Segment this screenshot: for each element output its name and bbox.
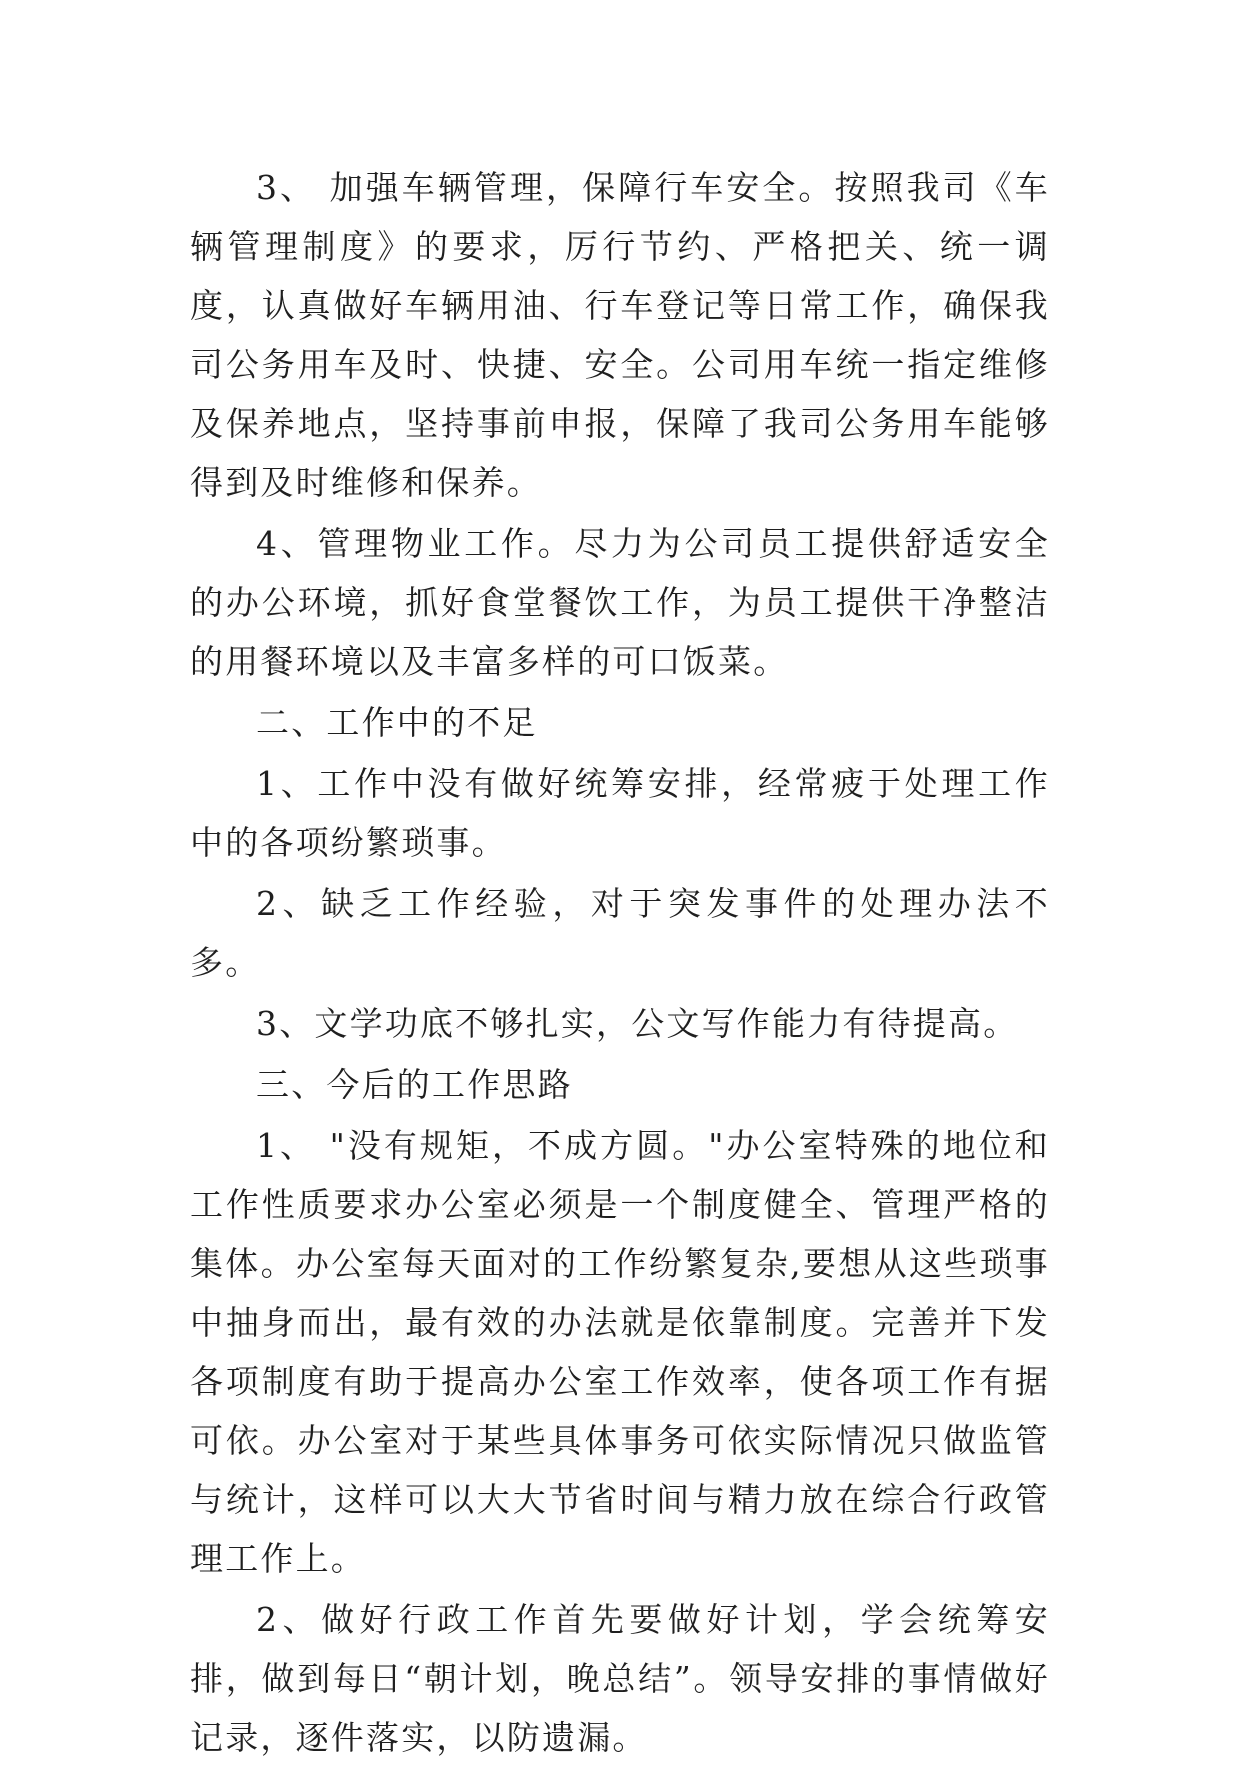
paragraph-shortcoming-1: 1、工作中没有做好统筹安排，经常疲于处理工作中的各项纷繁琐事。: [190, 764, 1050, 862]
paragraph-future-plan-1: 1、 "没有规矩，不成方圆。"办公室特殊的地位和工作性质要求办公室必须是一个制度健全、管理严格的集体。办公室每天面对的工作纷繁复杂,要想从这些琐事中抽身而出，最有效的办法就是依靠制度。完善并下发各项制度有助于提高办公室工作效率，使各项工作有据可依。办公室对于某些具体事务可依实际情况只做监管与统计，这样可以大大节省时间与精力放在综合行政管理工作上。: [190, 1126, 1050, 1578]
paragraph-property-management: 4、管理物业工作。尽力为公司员工提供舒适安全的办公环境，抓好食堂餐饮工作，为员工提供干净整洁的用餐环境以及丰富多样的可口饭菜。: [190, 524, 1050, 681]
document-body: [190, 158, 1050, 1769]
paragraph-vehicle-management: 3、 加强车辆管理，保障行车安全。按照我司《车辆管理制度》的要求，厉行节约、严格把关、统一调度，认真做好车辆用油、行车登记等日常工作，确保我司公务用车及时、快捷、安全。公司用车统一指定维修及保养地点，坚持事前申报，保障了我司公务用车能够得到及时维修和保养。: [190, 168, 1050, 502]
paragraph-future-plan-2: 2、做好行政工作首先要做好计划，学会统筹安排，做到每日“朝计划，晚总结”。领导安排的事情做好记录，逐件落实，以防遗漏。: [190, 1600, 1050, 1757]
paragraph-shortcoming-3: 3、文学功底不够扎实，公文写作能力有待提高。: [256, 1004, 1019, 1043]
section-heading-shortcomings: 二、工作中的不足: [256, 703, 538, 742]
paragraph-shortcoming-2: 2、缺乏工作经验，对于突发事件的处理办法不多。: [190, 884, 1050, 982]
section-heading-future-plans: 三、今后的工作思路: [256, 1065, 573, 1104]
